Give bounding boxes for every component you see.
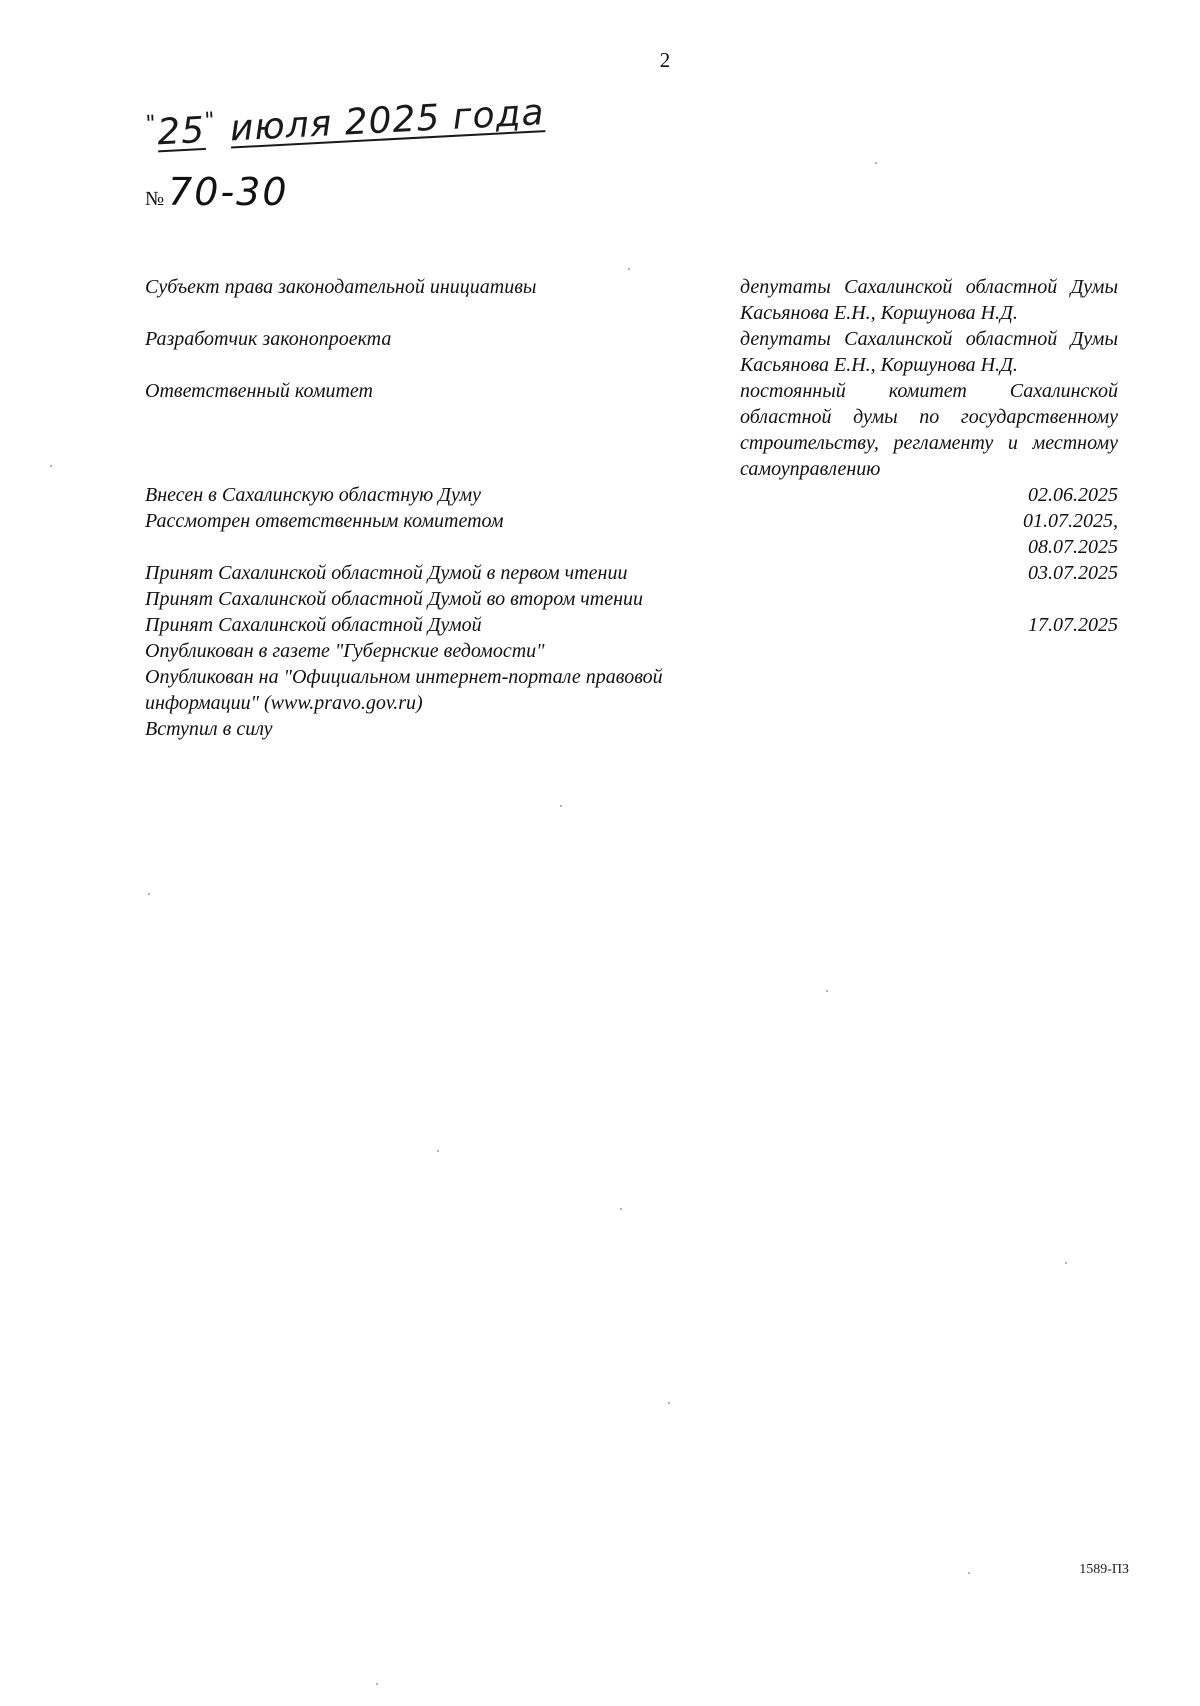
field-row-published-portal	[145, 664, 1118, 716]
handwritten-date	[145, 91, 545, 154]
scan-speck	[875, 162, 877, 164]
field-value: депутаты Сахалинской областной Думы Касьянова Е.Н., Коршунова Н.Д.	[740, 276, 1118, 324]
field-row-first-reading	[145, 560, 1118, 586]
legislative-info-table	[145, 274, 1118, 742]
field-value: 02.06.2025	[1028, 484, 1118, 506]
scan-speck	[50, 465, 52, 467]
field-label: Опубликован на "Официальном интернет-портале правовой информации" (www.pravo.gov.ru)	[145, 666, 663, 714]
field-label: Внесен в Сахалинскую областную Думу	[145, 484, 482, 506]
field-label: Опубликован в газете "Губернские ведомости"	[145, 640, 545, 662]
field-row-adopted	[145, 612, 1118, 638]
scan-speck	[968, 1572, 970, 1574]
field-row-second-reading	[145, 586, 1118, 612]
number-value: 70-30	[168, 170, 289, 214]
date-close-quote: "	[203, 108, 217, 134]
field-label: Разработчик законопроекта	[145, 328, 392, 350]
field-label: Принят Сахалинской областной Думой	[145, 614, 482, 636]
date-day: 25	[156, 109, 207, 154]
scan-speck	[437, 1150, 439, 1152]
date-open-quote: "	[145, 111, 158, 137]
field-row-initiative-subject	[145, 274, 1118, 326]
scan-speck	[668, 1402, 670, 1404]
field-row-entered-into-force	[145, 716, 1118, 742]
field-row-reviewed	[145, 508, 1118, 560]
number-sign: №	[145, 188, 165, 210]
page-number: 2	[659, 48, 671, 72]
document-number	[145, 170, 289, 214]
field-value: 03.07.2025	[1028, 562, 1118, 584]
field-label: Вступил в силу	[145, 718, 273, 740]
scan-speck	[1065, 1262, 1067, 1264]
footer-code: 1589-ПЗ	[1079, 1562, 1129, 1577]
scan-speck	[826, 990, 828, 992]
field-row-submitted	[145, 482, 1118, 508]
field-row-published-newspaper	[145, 638, 1118, 664]
field-value: 01.07.2025, 08.07.2025	[1023, 510, 1118, 558]
date-month-year: июля 2025 года	[228, 92, 546, 150]
scan-speck	[560, 805, 562, 807]
field-row-responsible-committee	[145, 378, 1118, 482]
field-label: Принят Сахалинской областной Думой в первом чтении	[145, 562, 628, 584]
scan-speck	[148, 893, 150, 895]
field-label: Субъект права законодательной инициативы	[145, 276, 537, 298]
scan-speck	[376, 1683, 378, 1685]
field-label: Принят Сахалинской областной Думой во втором чтении	[145, 588, 644, 610]
field-value: постоянный комитет Сахалинской областной думы по государственному строительству, регламенту и местному самоуправлению	[740, 380, 1118, 480]
field-label: Ответственный комитет	[145, 380, 373, 402]
field-row-developer	[145, 326, 1118, 378]
scan-speck	[628, 268, 630, 270]
field-value: 17.07.2025	[1028, 614, 1118, 636]
field-value: депутаты Сахалинской областной Думы Касьянова Е.Н., Коршунова Н.Д.	[740, 328, 1118, 376]
field-label: Рассмотрен ответственным комитетом	[145, 510, 504, 532]
scan-speck	[620, 1208, 622, 1210]
